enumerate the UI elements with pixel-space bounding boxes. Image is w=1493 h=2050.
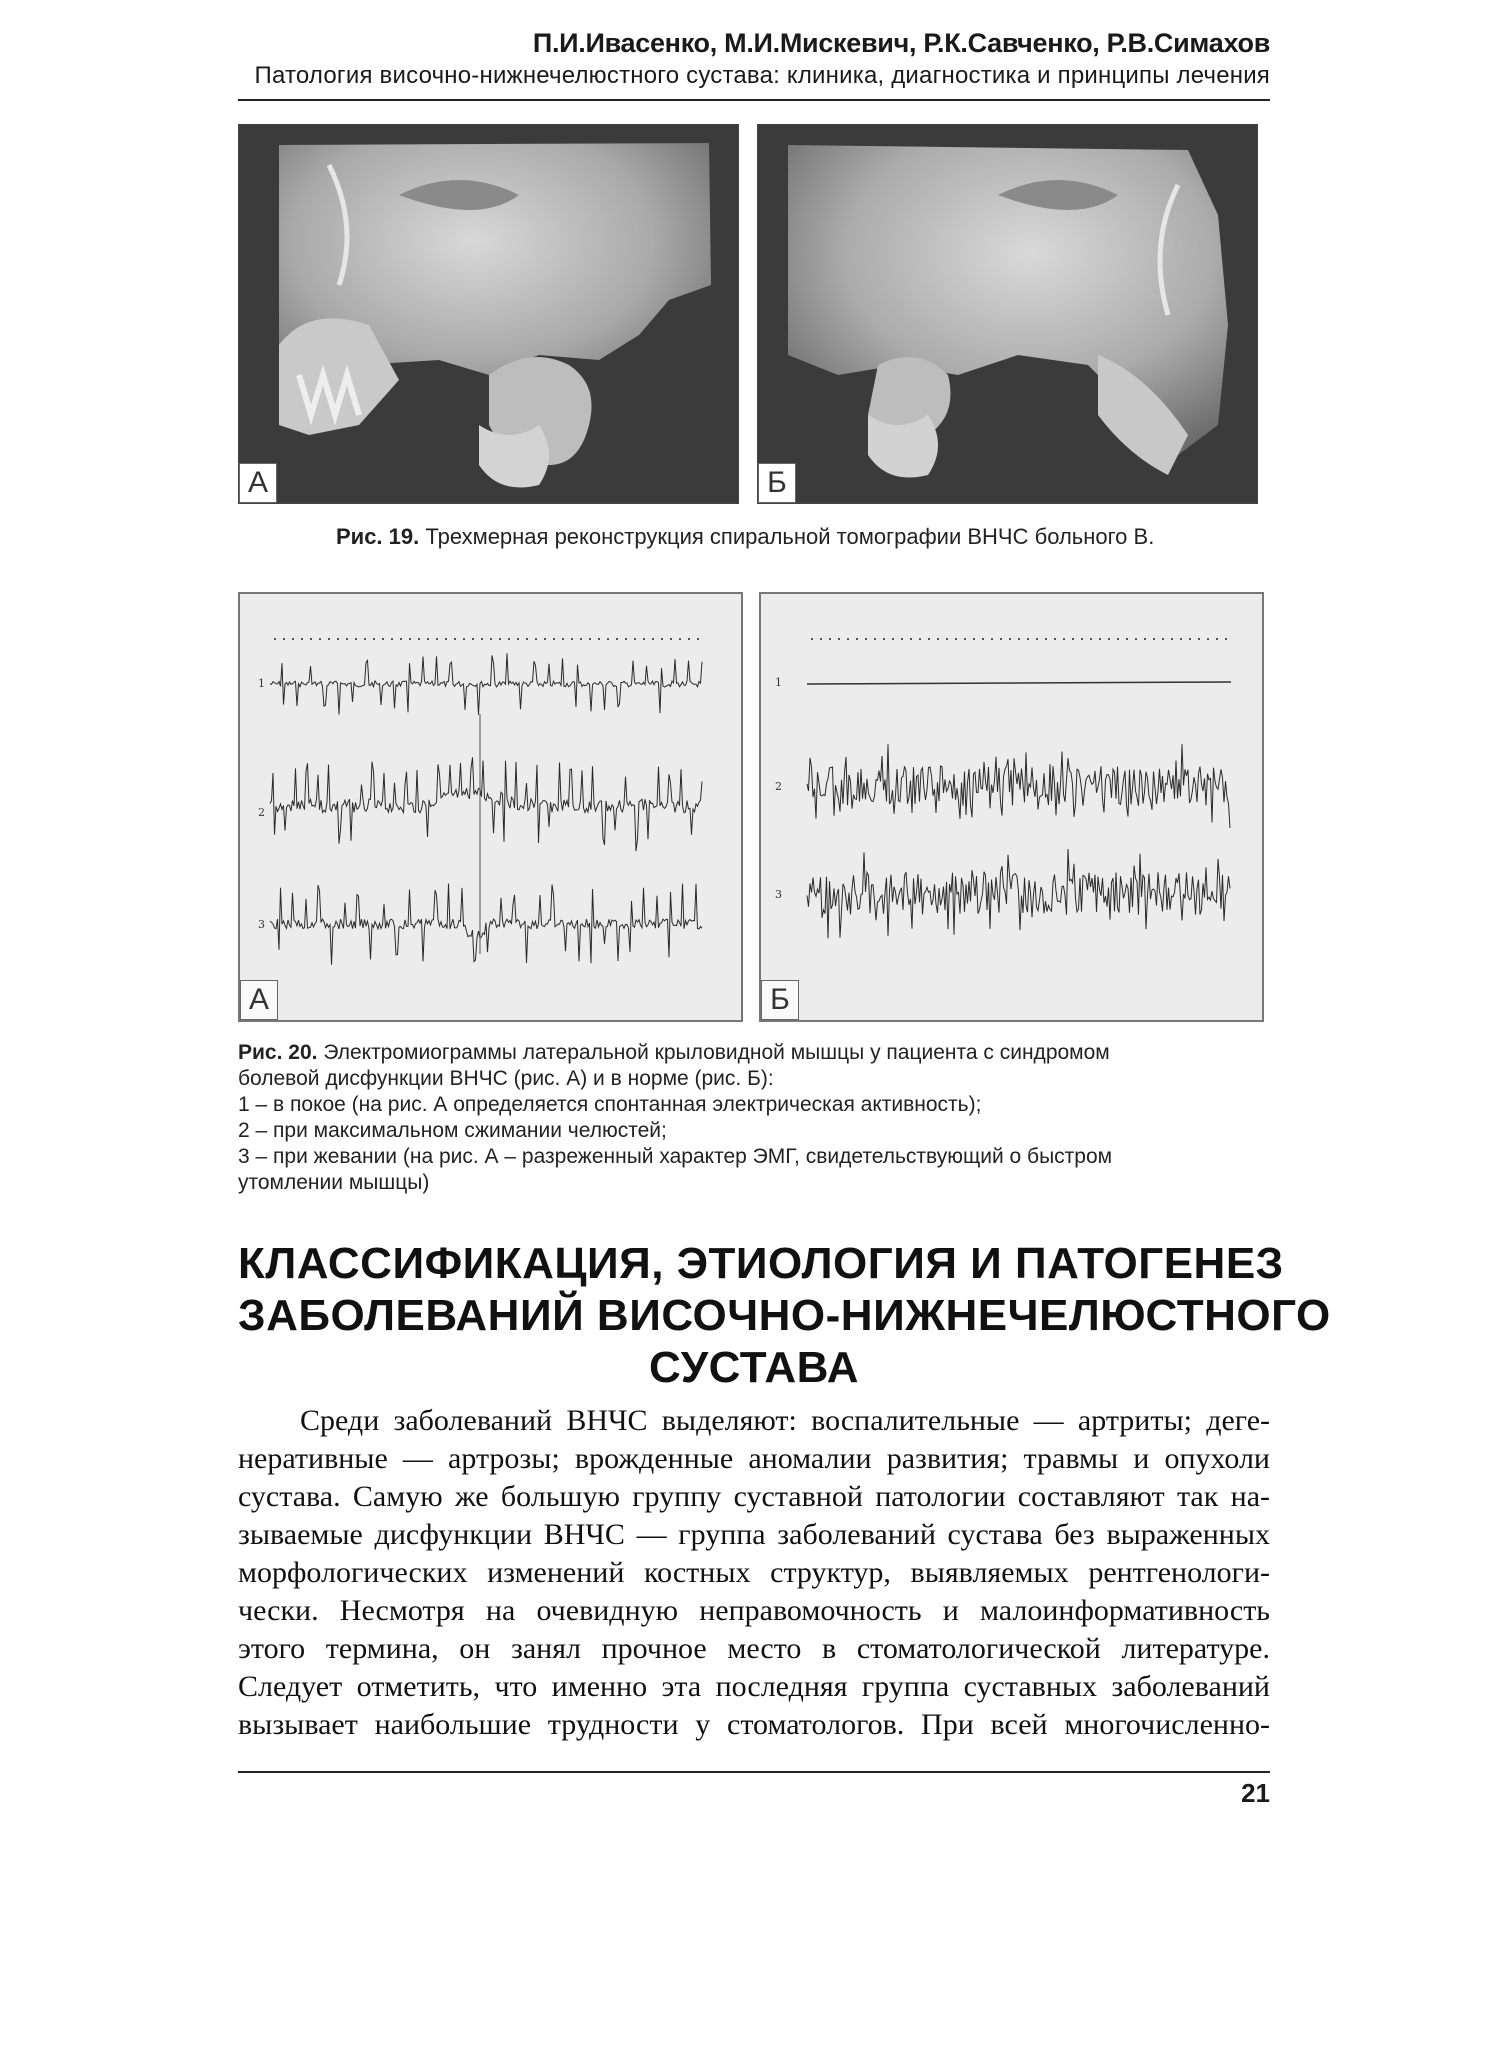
emg-a-trace-3-label: 3 [258, 918, 265, 931]
running-head [238, 26, 1270, 92]
figure19-panel-a-tag: А [239, 463, 277, 503]
body-line: неративные — артрозы; врожденные аномалии развития; травмы и опухоли [238, 1442, 1270, 1475]
emg-a-trace-2 [270, 757, 702, 851]
body-line: зываемые дисфункции ВНЧС — группа заболеваний сустава без выраженных [238, 1518, 1270, 1551]
emg-b-svg [761, 594, 1262, 1020]
emg-b-trace-3 [807, 849, 1230, 938]
header-rule [238, 99, 1270, 101]
figure20-panel-b-image [759, 592, 1264, 1022]
body-line: чески. Несмотря на очевидную неправомочность и малоинформативность [238, 1594, 1270, 1627]
emg-a-svg [240, 594, 741, 1020]
section-heading-line: СУСТАВА [649, 1343, 859, 1392]
figure20-caption-line-1 [238, 1040, 1270, 1066]
body-line: вызывает наибольшие трудности у стоматологов. При всей многочисленно- [238, 1708, 1270, 1741]
body-line: Среди заболеваний ВНЧС выделяют: воспалительные — артриты; деге- [300, 1404, 1270, 1437]
figure20-caption-line: болевой дисфункции ВНЧС (рис. А) и в норме (рис. Б): [238, 1067, 774, 1090]
body-paragraph [238, 1402, 1270, 1744]
running-head-authors: П.И.Ивасенко, М.И.Мискевич, Р.К.Савченко, Р.В.Симахов [532, 28, 1270, 58]
figure20-caption-line: 2 – при максимальном сжимании челюстей; [238, 1119, 667, 1142]
figure20-caption-line: 3 – при жевании (на рис. А – разреженный характер ЭМГ, свидетельствующий о быстром [238, 1145, 1113, 1168]
emg-a-trace-2-label: 2 [258, 806, 265, 819]
body-line: Следует отметить, что именно эта последняя группа суставных заболеваний [238, 1670, 1270, 1703]
figure19-caption-label: Рис. 19. [336, 524, 420, 549]
figure20-panel-a-tag: А [240, 980, 278, 1020]
body-line: сустава. Самую же большую группу суставной патологии составляют так на- [238, 1480, 1270, 1513]
figure20-panel-a-image [238, 592, 743, 1022]
figure19-panel-b-tag: Б [758, 463, 796, 503]
emg-a-trace-1 [270, 653, 702, 715]
section-heading-line: КЛАССИФИКАЦИЯ, ЭТИОЛОГИЯ И ПАТОГЕНЕЗ [238, 1239, 1284, 1288]
section-heading-line: ЗАБОЛЕВАНИЙ ВИСОЧНО-НИЖНЕЧЕЛЮСТНОГО [238, 1291, 1331, 1340]
figure20-caption-line: 1 – в покое (на рис. А определяется спонтанная электрическая активность); [238, 1093, 982, 1116]
figure20-panel-b-tag: Б [761, 980, 799, 1020]
section-heading [238, 1238, 1331, 1394]
running-head-book-title: Патология височно-нижнечелюстного сустава: клиника, диагностика и принципы лечения [254, 62, 1270, 89]
emg-a-trace-3 [270, 884, 702, 965]
figure19-panel-b-image [757, 124, 1258, 504]
emg-b-trace-1-label: 1 [775, 676, 782, 689]
body-line: этого термина, он занял прочное место в стоматологической литературе. [238, 1632, 1270, 1665]
emg-a-trace-1-label: 1 [258, 677, 265, 690]
emg-b-trace-1 [807, 682, 1231, 684]
figure19-panel-a-image [238, 124, 739, 504]
body-line: морфологических изменений костных структур, выявляемых рентгенологи- [238, 1556, 1270, 1589]
figure19-caption [336, 524, 1154, 550]
figure19-caption-text: Трехмерная реконструкция спиральной томографии ВНЧС больного В. [425, 524, 1155, 549]
figure20-caption-text: Электромиограммы латеральной крыловидной мышцы у пациента с синдромом [323, 1041, 1110, 1064]
emg-b-trace-3-label: 3 [775, 888, 782, 901]
emg-b-trace-2 [807, 744, 1230, 828]
emg-b-trace-2-label: 2 [775, 780, 782, 793]
page-number: 21 [1241, 1778, 1270, 1808]
figure20-caption [238, 1040, 1270, 1196]
figure20-caption-line: утомлении мышцы) [238, 1171, 430, 1194]
figure20-caption-label: Рис. 20. [238, 1041, 318, 1064]
footer-rule [238, 1771, 1270, 1773]
